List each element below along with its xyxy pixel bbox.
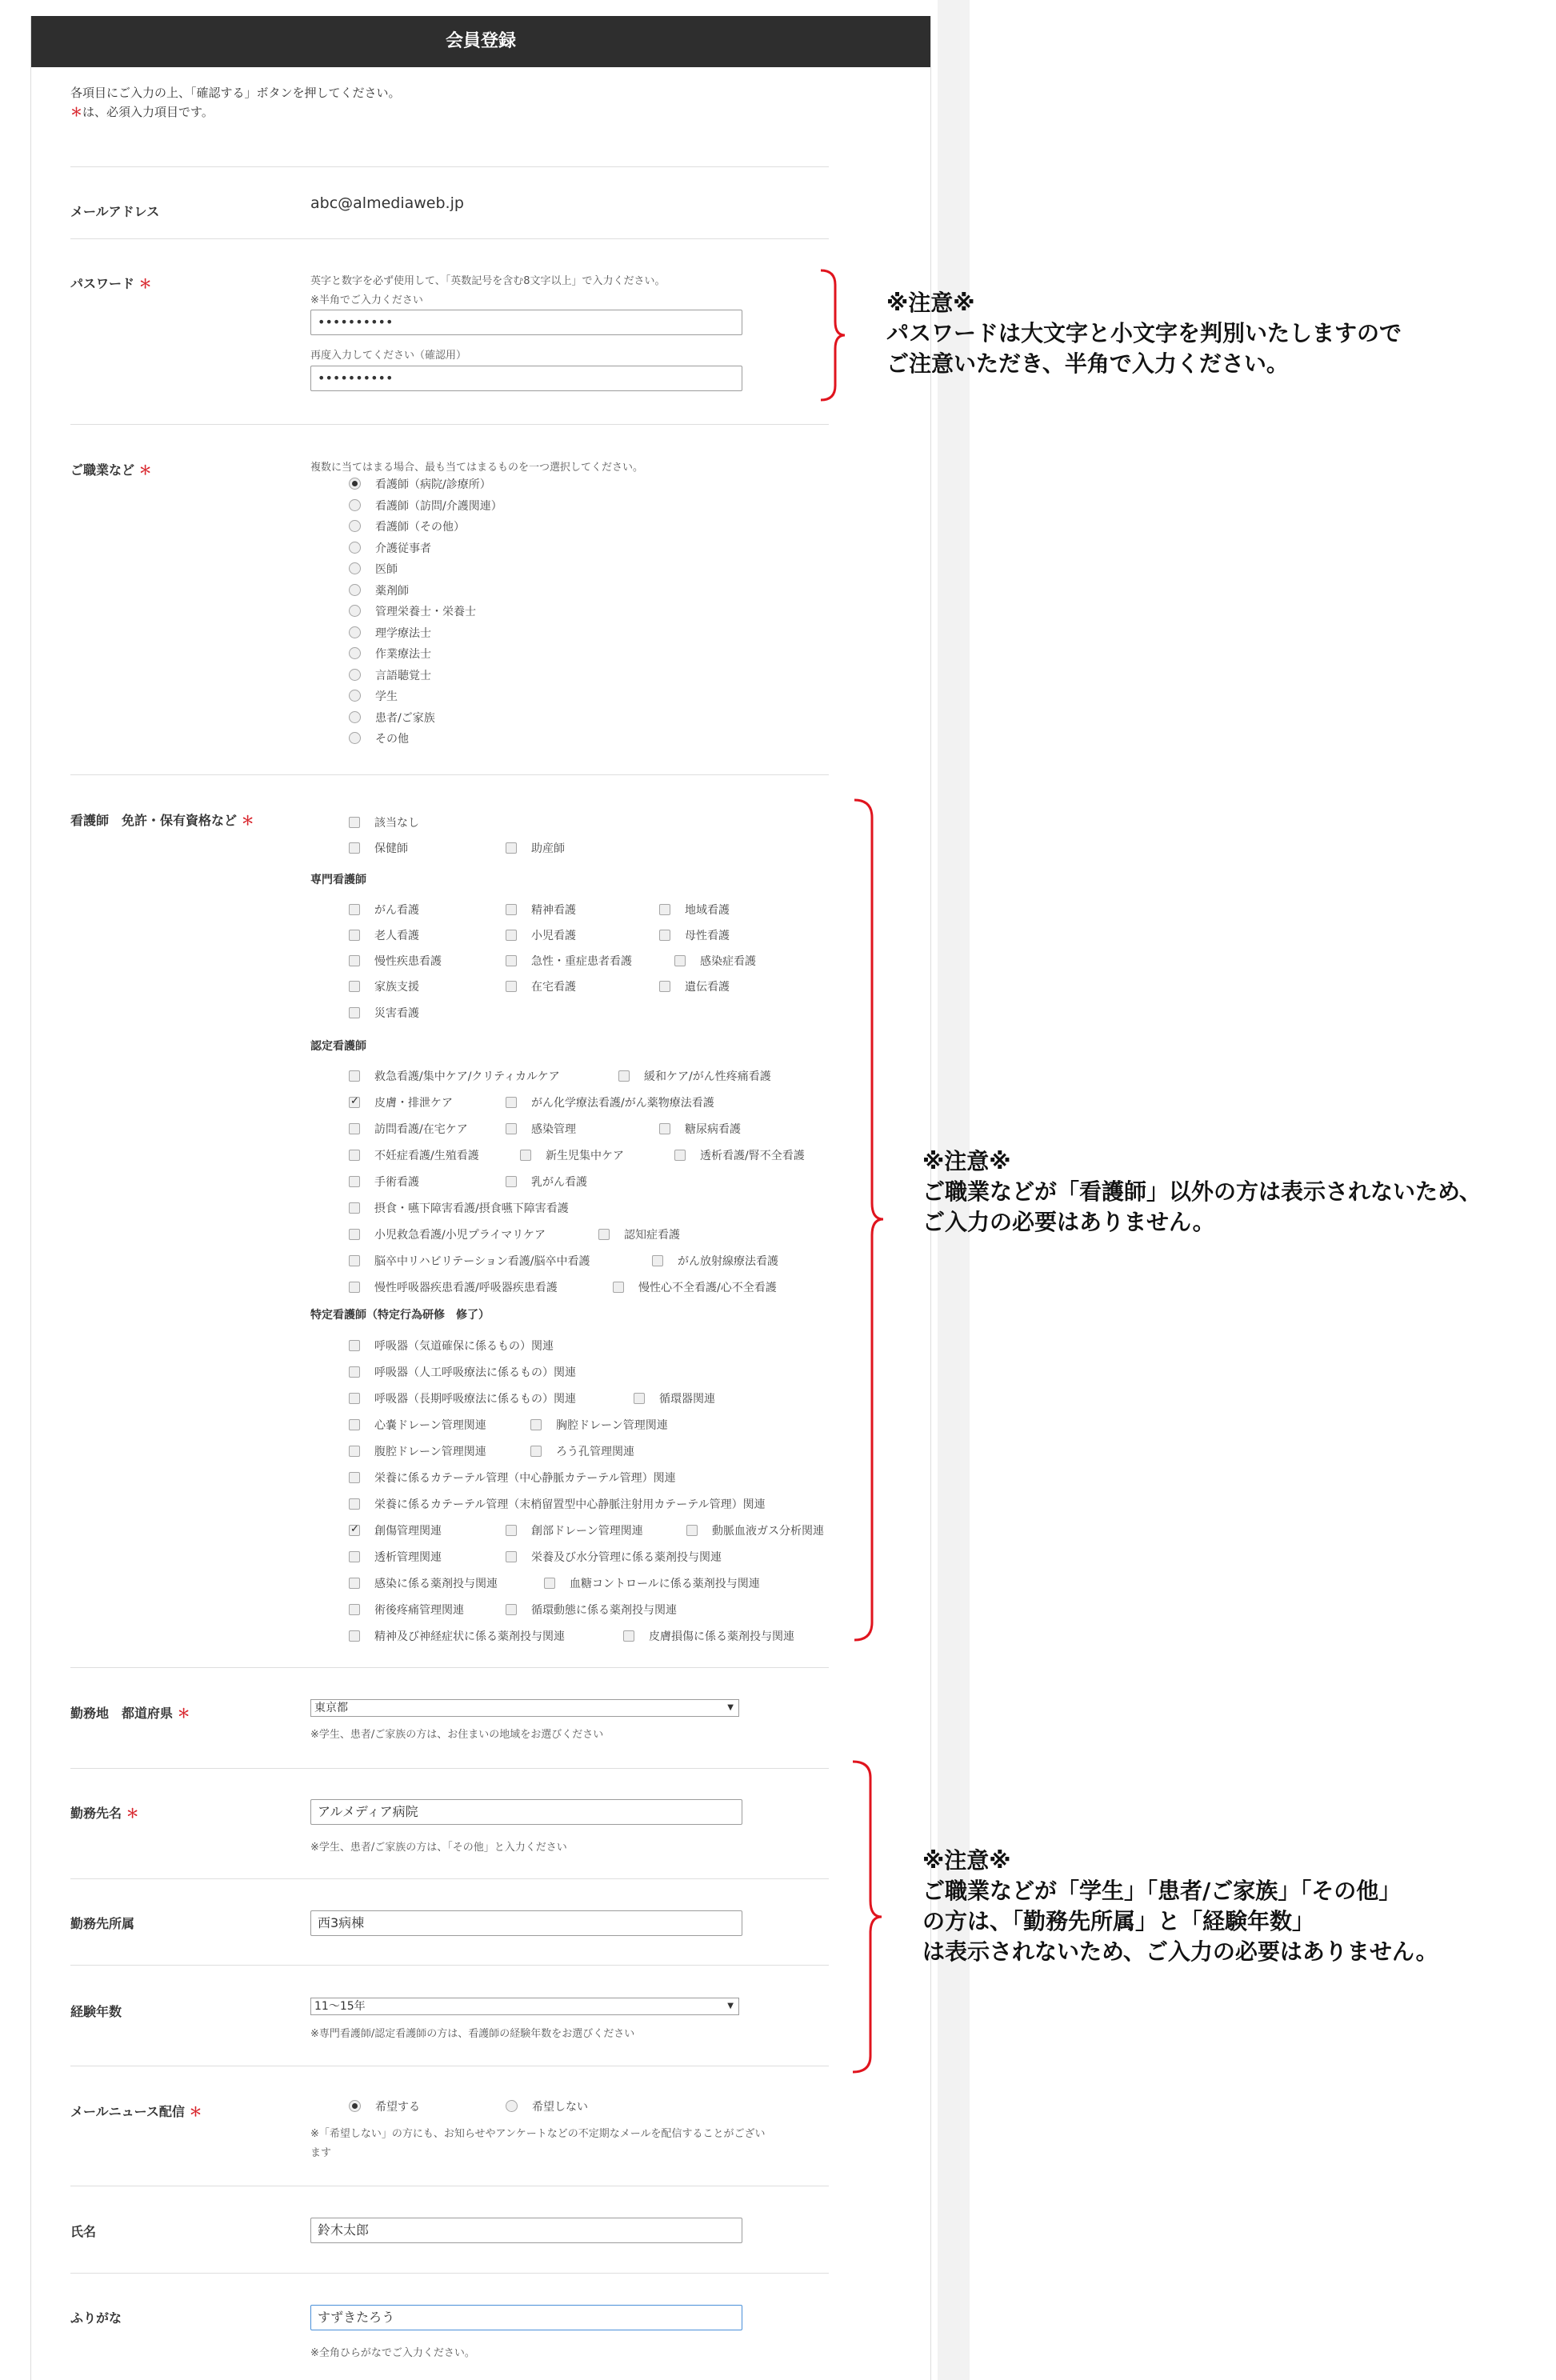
radio-button[interactable] — [349, 626, 361, 638]
license-option-certified[interactable]: 糖尿病看護 — [659, 1121, 741, 1137]
license-option-specialist[interactable]: 精神看護 — [506, 902, 576, 918]
radio-button[interactable] — [349, 669, 361, 681]
checkbox[interactable] — [686, 1525, 698, 1536]
license-option-specialist[interactable]: 老人看護 — [349, 927, 419, 943]
checkbox[interactable] — [506, 1097, 517, 1108]
license-option-specialist[interactable]: 慢性疾患看護 — [349, 953, 442, 969]
chevron-down-icon: ▼ — [727, 2002, 734, 2010]
license-option-certified[interactable]: がん化学療法看護/がん薬物療法看護 — [506, 1094, 714, 1110]
password-note-brace — [818, 269, 850, 402]
checkbox[interactable] — [349, 842, 360, 854]
radio-button[interactable] — [506, 2100, 518, 2112]
license-option-certified[interactable]: 慢性呼吸器疾患看護/呼吸器疾患看護 — [349, 1279, 558, 1295]
prefecture-label: 勤務地 都道府県 ＊ — [70, 1706, 190, 1721]
workplace-hint: ※学生、患者/ご家族の方は、「その他」と入力ください — [310, 1842, 567, 1854]
license-option-specified[interactable]: 栄養に係るカテーテル管理（末梢留置型中心静脈注射用カテーテル管理）関連 — [349, 1496, 766, 1512]
occupation-option[interactable]: 看護師（病院/診療所） — [349, 476, 491, 492]
checkbox[interactable] — [506, 842, 517, 854]
email-value: abc@almediaweb.jp — [310, 194, 464, 212]
divider — [70, 424, 829, 425]
radio-button[interactable] — [349, 499, 361, 511]
checkbox[interactable] — [652, 1255, 663, 1266]
divider — [70, 166, 829, 167]
license-option-certified[interactable]: ✓皮膚・排泄ケア — [349, 1094, 453, 1110]
radio-button[interactable] — [349, 584, 361, 596]
license-option-specified[interactable]: ✓創傷管理関連 — [349, 1522, 442, 1538]
license-option-certified[interactable]: 認知症看護 — [598, 1226, 680, 1242]
checkbox[interactable] — [598, 1229, 610, 1240]
license-option-specialist[interactable]: 在宅看護 — [506, 978, 576, 994]
password-confirm-hint: 再度入力してください（確認用） — [310, 350, 467, 362]
checkbox[interactable] — [349, 1525, 360, 1536]
password-note: ※注意※ パスワードは大文字と小文字を判別いたしますので ご注意いただき、半角で入力ください。 — [886, 290, 1402, 377]
experience-hint: ※専門看護師/認定看護師の方は、看護師の経験年数をお選びください — [310, 2028, 635, 2040]
checkbox[interactable] — [349, 1366, 360, 1378]
newsletter-hint-cont: ます — [310, 2147, 332, 2159]
license-option-specialist[interactable]: 母性看護 — [659, 927, 730, 943]
license-note-brace — [851, 798, 891, 1643]
checkbox[interactable] — [506, 981, 517, 992]
checkbox[interactable] — [506, 1604, 517, 1615]
radio-button[interactable] — [349, 520, 361, 532]
license-option-specialist[interactable]: 家族支援 — [349, 978, 419, 994]
password-hint: 英字と数字を必ず使用して、「英数記号を含む8文字以上」で入力ください。 — [310, 275, 666, 287]
divider — [70, 1878, 829, 1879]
radio-button[interactable] — [349, 562, 361, 574]
checkbox[interactable] — [506, 1551, 517, 1562]
license-option-certified[interactable]: 感染管理 — [506, 1121, 576, 1137]
radio-button[interactable] — [349, 711, 361, 723]
license-option-certified[interactable]: 手術看護 — [349, 1174, 419, 1190]
divider — [70, 238, 829, 239]
checkbox[interactable] — [349, 817, 360, 828]
checkbox[interactable] — [544, 1578, 555, 1589]
license-option-certified[interactable]: 小児救急看護/小児プライマリケア — [349, 1226, 546, 1242]
divider — [70, 774, 829, 775]
license-option-specified[interactable]: 創部ドレーン管理関連 — [506, 1522, 643, 1538]
prefecture-hint: ※学生、患者/ご家族の方は、お住まいの地域をお選びください — [310, 1729, 604, 1741]
occupation-option[interactable]: 患者/ご家族 — [349, 710, 435, 726]
prefecture-select[interactable]: 東京都 ▼ — [310, 1699, 739, 1717]
license-option-certified[interactable]: 新生児集中ケア — [520, 1147, 624, 1163]
checkbox[interactable] — [506, 930, 517, 941]
divider — [70, 2273, 829, 2274]
license-option-basic[interactable]: 助産師 — [506, 840, 565, 856]
license-option-specified[interactable]: 栄養及び水分管理に係る薬剤投与関連 — [506, 1549, 722, 1565]
license-option-specified[interactable]: 動脈血液ガス分析関連 — [686, 1522, 824, 1538]
license-option-specified[interactable]: ろう孔管理関連 — [530, 1443, 634, 1459]
experience-label: 経験年数 — [70, 2004, 122, 2019]
checkbox[interactable] — [349, 1229, 360, 1240]
license-option-specialist[interactable]: がん看護 — [349, 902, 419, 918]
checkbox[interactable] — [349, 1551, 360, 1562]
checkbox[interactable] — [349, 1604, 360, 1615]
license-label: 看護師 免許・保有資格など ＊ — [70, 813, 254, 828]
occupation-option[interactable]: 介護従事者 — [349, 540, 431, 556]
license-option-specified[interactable]: 透析管理関連 — [349, 1549, 442, 1565]
license-option-certified[interactable]: 透析看護/腎不全看護 — [674, 1147, 805, 1163]
checkbox[interactable] — [530, 1446, 542, 1457]
license-option-specified[interactable]: 循環動態に係る薬剤投与関連 — [506, 1602, 677, 1618]
checkbox[interactable] — [349, 1282, 360, 1293]
checkbox[interactable] — [349, 955, 360, 966]
license-option-certified[interactable]: 訪問看護/在宅ケア — [349, 1121, 468, 1137]
checkbox[interactable] — [349, 1419, 360, 1430]
radio-button[interactable] — [349, 2100, 361, 2112]
password-confirm-input[interactable]: •••••••••• — [310, 366, 742, 391]
license-option-specified[interactable]: 感染に係る薬剤投与関連 — [349, 1575, 498, 1591]
radio-button[interactable] — [349, 690, 361, 702]
newsletter-option-yes[interactable]: 希望する — [349, 2098, 420, 2114]
license-option-specified[interactable]: 心嚢ドレーン管理関連 — [349, 1417, 486, 1433]
radio-button[interactable] — [349, 732, 361, 744]
license-option-specialist[interactable]: 急性・重症患者看護 — [506, 953, 632, 969]
checkbox[interactable] — [349, 1498, 360, 1510]
license-option-specified[interactable]: 精神及び神経症状に係る薬剤投与関連 — [349, 1628, 565, 1644]
department-input[interactable]: 西3病棟 — [310, 1910, 742, 1936]
certified-heading: 認定看護師 — [310, 1040, 366, 1053]
license-option-specified[interactable]: 栄養に係るカテーテル管理（中心静脈カテーテル管理）関連 — [349, 1470, 676, 1486]
checkbox[interactable] — [349, 1578, 360, 1589]
name-label: 氏名 — [70, 2224, 97, 2239]
checkbox[interactable] — [659, 981, 670, 992]
checkbox[interactable] — [674, 1150, 686, 1161]
name-input[interactable]: 鈴木太郎 — [310, 2218, 742, 2243]
license-option-specified[interactable]: 皮膚損傷に係る薬剤投与関連 — [623, 1628, 794, 1644]
license-option-specialist[interactable]: 感染症看護 — [674, 953, 756, 969]
license-option-specified[interactable]: 循環器関連 — [634, 1390, 715, 1406]
workplace-label: 勤務先名 ＊ — [70, 1806, 139, 1821]
occupation-option[interactable]: 理学療法士 — [349, 625, 431, 641]
radio-button[interactable] — [349, 605, 361, 617]
email-label: メールアドレス — [70, 204, 160, 219]
checkbox[interactable] — [506, 1525, 517, 1536]
license-option-specialist[interactable]: 災害看護 — [349, 1005, 419, 1021]
checkbox[interactable] — [506, 1176, 517, 1187]
department-label: 勤務先所属 — [70, 1916, 135, 1931]
checkbox[interactable] — [349, 1007, 360, 1018]
password-label: パスワード ＊ — [70, 276, 152, 291]
license-option-specified[interactable]: 呼吸器（長期呼吸療法に係るもの）関連 — [349, 1390, 576, 1406]
checkbox[interactable] — [506, 1123, 517, 1134]
occupation-option[interactable]: 看護師（その他） — [349, 518, 465, 534]
checkbox[interactable] — [349, 981, 360, 992]
checkbox[interactable] — [520, 1150, 531, 1161]
checkbox[interactable] — [349, 1393, 360, 1404]
checkbox[interactable] — [349, 1446, 360, 1457]
license-option-specialist[interactable]: 遺伝看護 — [659, 978, 730, 994]
checkbox[interactable] — [349, 1472, 360, 1483]
specialist-heading: 専門看護師 — [310, 874, 366, 886]
occupation-option[interactable]: その他 — [349, 730, 409, 746]
newsletter-label: メールニュース配信 ＊ — [70, 2104, 202, 2119]
license-option-certified[interactable]: 摂食・嚥下障害看護/摂食嚥下障害看護 — [349, 1200, 569, 1216]
divider — [70, 1768, 829, 1769]
checkbox[interactable] — [659, 904, 670, 915]
license-option-specified[interactable]: 呼吸器（気道確保に係るもの）関連 — [349, 1338, 554, 1354]
checkbox[interactable] — [349, 930, 360, 941]
license-option-basic[interactable]: 保健師 — [349, 840, 408, 856]
radio-button[interactable] — [349, 647, 361, 659]
occupation-hint: 複数に当てはまる場合、最も当てはまるものを一つ選択してください。 — [310, 462, 644, 474]
license-option-certified[interactable]: 緩和ケア/がん性疼痛看護 — [618, 1068, 771, 1084]
checkbox[interactable] — [349, 904, 360, 915]
license-option-specified[interactable]: 胸腔ドレーン管理関連 — [530, 1417, 668, 1433]
checkbox[interactable] — [530, 1419, 542, 1430]
occupation-option[interactable]: 医師 — [349, 561, 398, 577]
checkbox[interactable] — [349, 1255, 360, 1266]
license-option-certified[interactable]: 乳がん看護 — [506, 1174, 587, 1190]
checkbox[interactable] — [349, 1176, 360, 1187]
intro-line-2: は、必須入力項目です。 — [82, 105, 214, 119]
license-option-certified[interactable]: 不妊症看護/生殖看護 — [349, 1147, 479, 1163]
occupation-label: ご職業など ＊ — [70, 462, 152, 478]
license-note: ※注意※ ご職業などが「看護師」以外の方は表示されないため、 ご入力の必要はありません。 — [922, 1148, 1482, 1235]
checkbox[interactable] — [634, 1393, 645, 1404]
checkbox[interactable] — [659, 930, 670, 941]
license-option-certified[interactable]: 救急看護/集中ケア/クリティカルケア — [349, 1068, 560, 1084]
occupation-option[interactable]: 学生 — [349, 688, 398, 704]
license-option-specified[interactable]: 呼吸器（人工呼吸療法に係るもの）関連 — [349, 1364, 576, 1380]
checkbox[interactable] — [506, 904, 517, 915]
divider — [70, 1965, 829, 1966]
checkbox[interactable] — [349, 1340, 360, 1351]
newsletter-hint: ※「希望しない」の方にも、お知らせやアンケートなどの不定期なメールを配信することがござい — [310, 2128, 766, 2140]
license-option-specified[interactable]: 血糖コントロールに係る薬剤投与関連 — [544, 1575, 760, 1591]
checkbox[interactable] — [349, 1123, 360, 1134]
license-option-specialist[interactable]: 小児看護 — [506, 927, 576, 943]
checkbox[interactable] — [349, 1202, 360, 1214]
intro-text — [70, 83, 401, 122]
password-input[interactable]: •••••••••• — [310, 310, 742, 335]
license-option-certified[interactable]: 慢性心不全看護/心不全看護 — [613, 1279, 777, 1295]
workplace-note: ※注意※ ご職業などが「学生」「患者/ご家族」「その他」 の方は、「勤務先所属」と「経験年数」 は表示されないため、ご入力の必要はありません。 — [922, 1847, 1438, 1965]
license-option-specified[interactable]: 腹腔ドレーン管理関連 — [349, 1443, 486, 1459]
newsletter-option-no[interactable]: 希望しない — [506, 2098, 588, 2114]
occupation-option[interactable]: 看護師（訪問/介護関連） — [349, 498, 502, 514]
specified-heading: 特定看護師（特定行為研修 修了） — [310, 1309, 490, 1322]
checkbox[interactable] — [349, 1070, 360, 1082]
license-option-specified[interactable]: 術後疼痛管理関連 — [349, 1602, 464, 1618]
checkbox[interactable] — [349, 1097, 360, 1108]
furigana-label: ふりがな — [70, 2310, 122, 2326]
divider — [70, 1667, 829, 1668]
occupation-option[interactable]: 管理栄養士・栄養士 — [349, 603, 476, 619]
intro-line-1: 各項目にご入力の上、「確認する」ボタンを押してください。 — [70, 86, 401, 100]
checkbox[interactable] — [349, 1630, 360, 1642]
experience-select[interactable]: 11〜15年 ▼ — [310, 1998, 739, 2015]
page-title: 会員登録 — [31, 16, 930, 67]
workplace-note-brace — [850, 1760, 890, 2075]
password-hint-halfwidth: ※半角でご入力ください — [310, 294, 423, 306]
radio-button[interactable] — [349, 542, 361, 554]
license-option-certified[interactable]: 脳卒中リハビリテーション看護/脳卒中看護 — [349, 1253, 590, 1269]
occupation-option[interactable]: 薬剤師 — [349, 582, 409, 598]
checkbox[interactable] — [674, 955, 686, 966]
license-option-basic[interactable]: 該当なし — [349, 814, 419, 830]
chevron-down-icon: ▼ — [727, 1703, 734, 1712]
license-option-specialist[interactable]: 地域看護 — [659, 902, 730, 918]
license-option-certified[interactable]: がん放射線療法看護 — [652, 1253, 778, 1269]
occupation-option[interactable]: 作業療法士 — [349, 646, 431, 662]
required-mark: ＊ — [70, 105, 83, 119]
radio-button[interactable] — [349, 478, 361, 490]
checkbox[interactable] — [613, 1282, 624, 1293]
checkbox[interactable] — [618, 1070, 630, 1082]
checkbox[interactable] — [623, 1630, 634, 1642]
furigana-hint: ※全角ひらがなでご入力ください。 — [310, 2347, 475, 2359]
checkbox[interactable] — [349, 1150, 360, 1161]
checkbox[interactable] — [659, 1123, 670, 1134]
checkbox[interactable] — [506, 955, 517, 966]
workplace-input[interactable]: アルメディア病院 — [310, 1799, 742, 1825]
occupation-option[interactable]: 言語聴覚士 — [349, 667, 431, 683]
furigana-input[interactable]: すずきたろう — [310, 2305, 742, 2330]
